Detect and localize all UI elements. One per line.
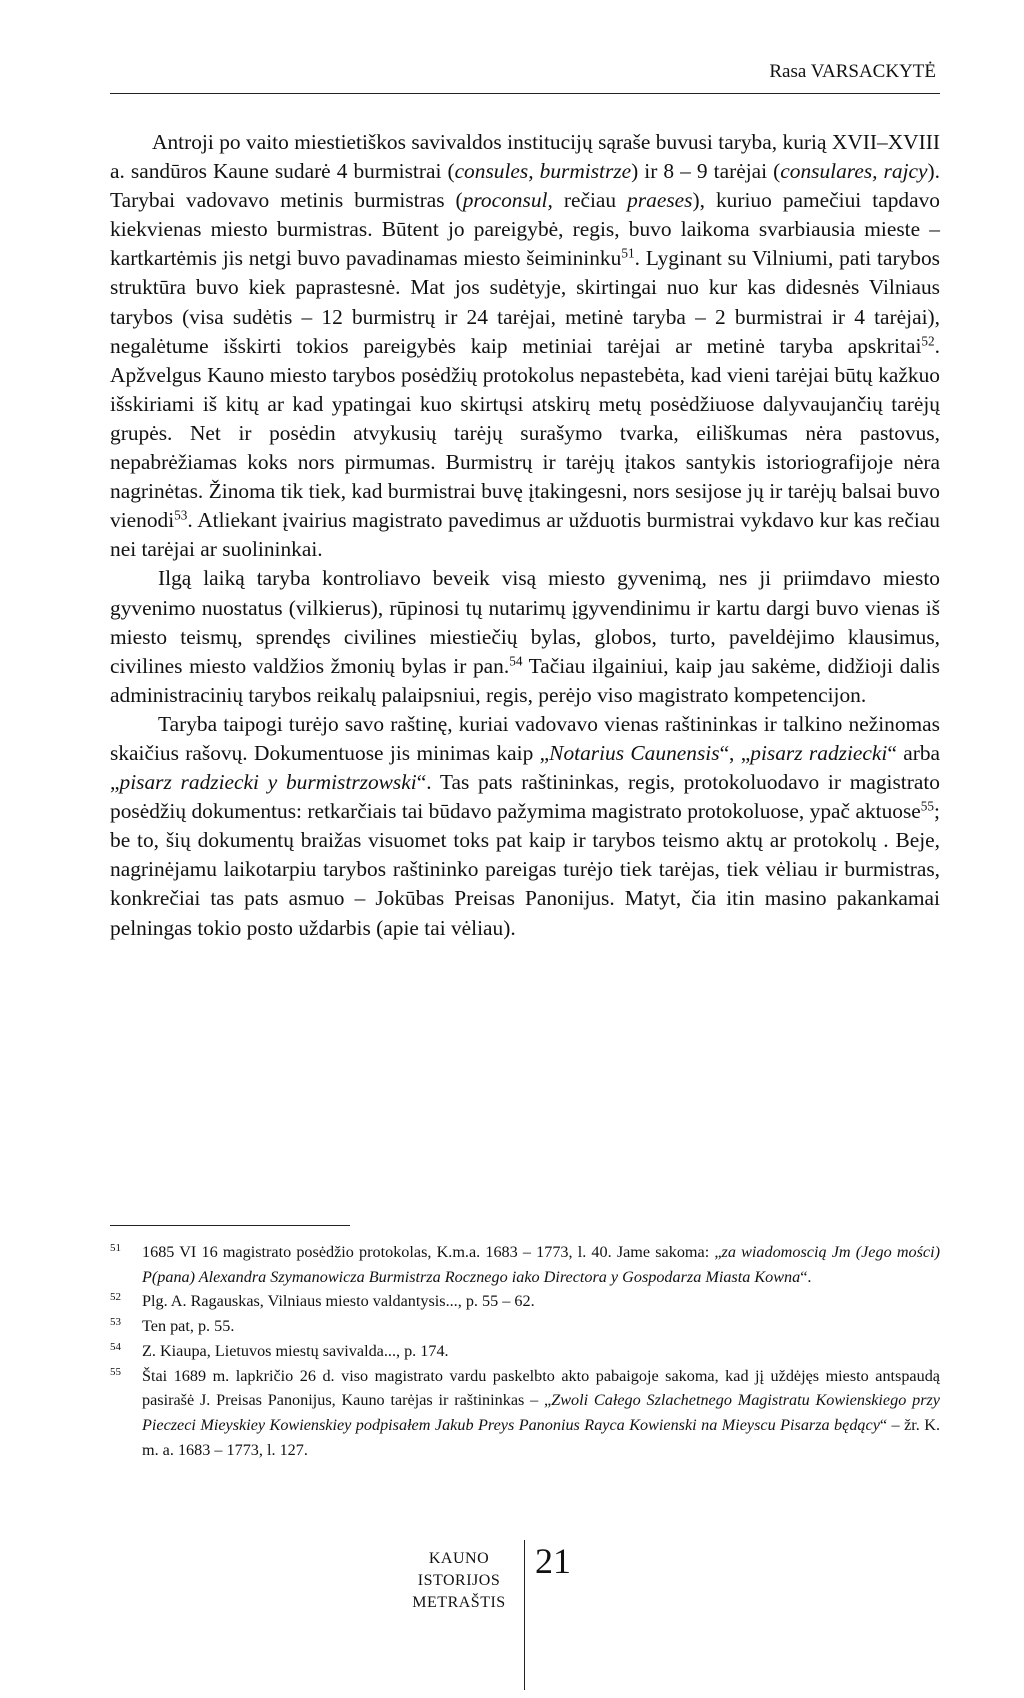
footnote-51: 51 1685 VI 16 magistrato posėdžio protokolas, K.m.a. 1683 – 1773, l. 40. Jame sakoma: „za wiadomoscią Jm (Jego mości) P(pana) Alexandra Szymanowicza Burmistrza Rocznego iako Directora y Gospodarza Miasta Kowna“. — [110, 1240, 940, 1289]
footnote-number: 54 — [110, 1340, 121, 1353]
footnote-54: 54 Z. Kiaupa, Lietuvos miestų savivalda..., p. 174. — [110, 1339, 940, 1364]
header-author: Rasa VARSACKYTĖ — [769, 61, 936, 82]
paragraph-1: Antroji po vaito miestietiškos savivaldos institucijų sąraše buvusi taryba, kurią XVII–XVIII a. sandūros Kaune sudarė 4 burmistrai (consules, burmistrze) ir 8 – 9 tarėjai (consulares, rajcy). Tarybai vadovavo metinis burmistras (proconsul, rečiau praeses), kuriuo pamečiui tapdavo kiekvienas miesto burmistras. Būtent jo pareigybė, regis, buvo laikoma svarbiausia mieste – kartkartėmis jis netgi buvo pavadinamas miesto šeimininku$^{51}$. Lyginant su Vilniumi, pati tarybos struktūra buvo kiek paprastesnė. Mat jos sudėtyje, skirtingai nuo kur kas didesnės Vilniaus tarybos (visa sudėtis – 12 burmistrų ir 24 tarėjai, metinė taryba – 2 burmistrai ir 4 tarėjai), negalėtume išskirti tokios pareigybės kaip metiniai tarėjai ar metinė taryba apskritai$^{52}$. Apžvelgus Kauno miesto tarybos posėdžių protokolus nepastebėta, kad vieni tarėjai būtų kažkuo išskiriami iš kitų ar kad ypatingai kuo skirtųsi atskirų metų posėdžiuose dalyvaujančių tarėjų grupės. Net ir posėdin atvykusių tarėjų surašymo tvarka, eiliškumas nėra pastovus, nepabrėžiamas koks nors pirmumas. Burmistrų ir tarėjų įtakos santykis istoriografijoje nėra nagrinėtas. Žinoma tik tiek, kad burmistrai buvę įtakingesni, nors sesijose jų ir tarėjų balsai buvo vienodi$^{53}$. Atliekant įvairius magistrato pavedimus ar užduotis burmistrai vykdavo kur kas rečiau nei tarėjai ar suolininkai. — [110, 130, 941, 562]
footnote-ref-53[interactable]: 53 — [174, 507, 188, 523]
footnote-number: 55 — [110, 1365, 121, 1378]
footnote-ref-52[interactable]: 52 — [921, 333, 935, 349]
paragraph-3: Taryba taipogi turėjo savo raštinę, kuriai vadovavo vienas raštininkas ir talkino nežinomas skaičius rašovų. Dokumentuose jis minimas kaip „Notarius Caunensis“, „pisarz radziecki“ arba „pisarz radziecki y burmistrzowski“. Tas pats raštininkas, regis, protokoluodavo ir magistrato posėdžių dokumentus: retkarčiais tai būdavo pažymima magistrato protokoluose, ypač aktuose$^{55}$; be to, šių dokumentų braižas visuomet toks pat kaip ir tarybos teismo aktų ar protokolų . Beje, nagrinėjamu laikotarpiu tarybos raštininko pareigas turėjo tiek tarėjas, tiek vėliau ir burmistras, konkrečiai tas pats asmuo – Jokūbas Preisas Panonijus. Matyt, čia itin masino pakankamai pelningas tokio posto uždarbis (apie tai vėliau). — [110, 711, 941, 940]
running-header — [110, 55, 940, 94]
footnote-number: 52 — [110, 1291, 121, 1304]
footnote-ref-54[interactable]: 54 — [509, 653, 523, 669]
page-footer — [400, 1540, 640, 1690]
paragraph-2: Ilgą laiką taryba kontroliavo beveik visą miesto gyvenimą, nes ji priimdavo miesto gyvenimo nuostatus (vilkierus), rūpinosi tų nutarimų įgyvendinimu ir kartu dargi buvo vienas iš miesto teismų, sprendęs civilines miestiečių bylas, globos, turto, paveldėjimo klausimus, civilines miesto valdžios žmonių bylas ir pan.$^{54}$ Tačiau ilgainiui, kaip jau sakėme, didžioji dalis administracinių tarybos reikalų palaipsniui, regis, perėjo viso magistrato kompetencijon. — [110, 566, 940, 707]
footnote-55: 55 Štai 1689 m. lapkričio 26 d. viso magistrato vardu paskelbto akto pabaigoje sakoma, kad jį uždėjęs miesto antspaudą pasirašė J. Preisas Panonijus, Kauno tarėjas ir raštininkas – „Zwoli Całego Szlachetnego Magistratu Kowienskiego przy Pieczeci Mieyskiey Kowienskiey podpisałem Jakub Preys Panonius Rayca Kowienski na Mieyscu Pisarza będący“ – žr. K. m. a. 1683 – 1773, l. 127. — [110, 1364, 940, 1463]
footnote-ref-51[interactable]: 51 — [621, 246, 635, 262]
footnote-53: 53 Ten pat, p. 55. — [110, 1314, 940, 1339]
page-number: 21 — [535, 1541, 571, 1581]
footer-divider — [524, 1540, 525, 1690]
footnote-52: 52 Plg. A. Ragauskas, Vilniaus miesto valdantysis..., p. 55 – 62. — [110, 1289, 940, 1314]
footnotes — [110, 1240, 940, 1462]
footnote-divider — [110, 1225, 350, 1226]
footnote-ref-55[interactable]: 55 — [920, 798, 935, 814]
main-text — [110, 128, 940, 943]
footnote-number: 51 — [110, 1242, 121, 1254]
journal-title: KAUNO ISTORIJOS METRAŠTIS — [412, 1550, 506, 1611]
footnote-number: 53 — [110, 1316, 121, 1329]
